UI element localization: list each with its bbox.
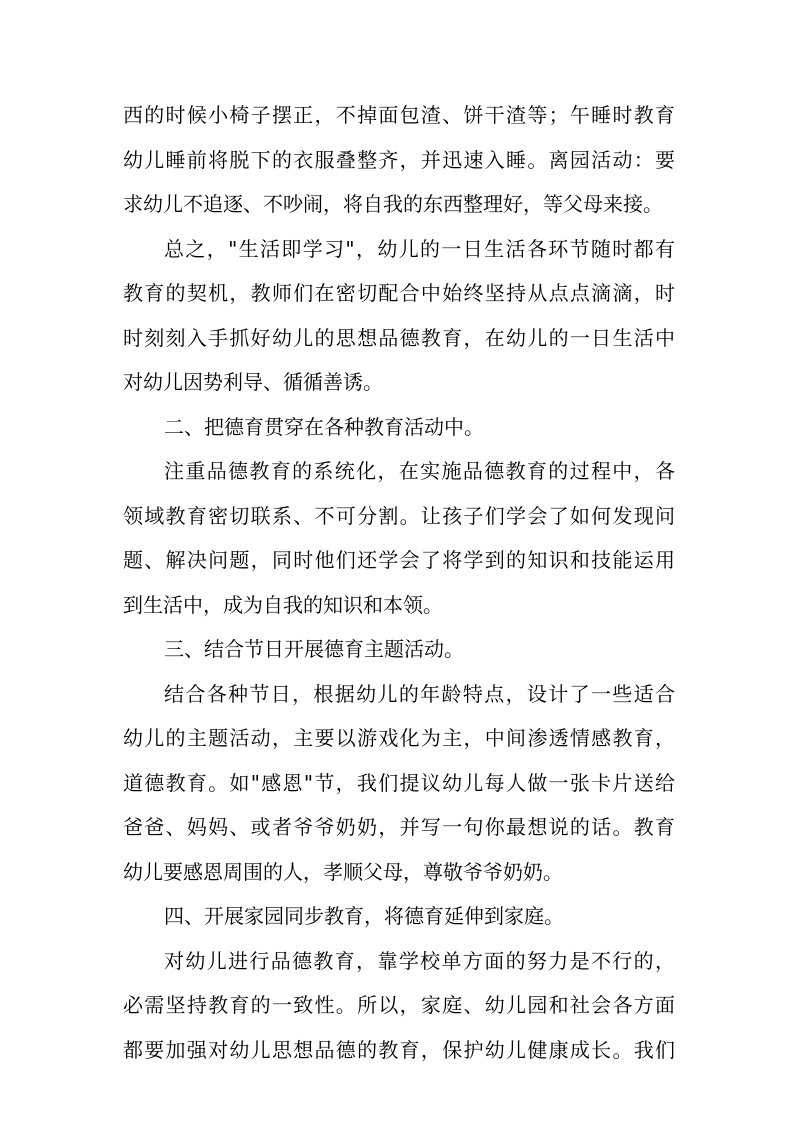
text-line: 注重品德教育的系统化，在实施品德教育的过程中，各 [164,459,675,483]
text-line: 二、把德育贯穿在各种教育活动中。 [164,414,484,439]
text-line: 求幼儿不追逐、不吵闹，将自我的东西整理好，等父母来接。 [123,192,663,216]
text-line: 幼儿要感恩周围的人，孝顺父母，尊敬爷爷奶奶。 [123,859,563,884]
text-line: 必需坚持教育的一致性。所以，家庭、幼儿园和社会各方面 [123,993,675,1017]
text-line: 爸爸、妈妈、或者爷爷奶奶，并写一句你最想说的话。教育 [123,815,675,839]
text-line: 结合各种节日，根据幼儿的年龄特点，设计了一些适合 [164,681,675,706]
text-line: 总之，"生活即学习"，幼儿的一日生活各环节随时都有 [164,236,675,261]
text-line: 四、开展家园同步教育，将德育延伸到家庭。 [164,904,564,928]
text-line: 到生活中，成为自我的知识和本领。 [123,592,443,617]
text-line: 领域教育密切联系、不可分割。让孩子们学会了如何发现问 [123,503,675,528]
text-line: 道德教育。如"感恩"节，我们提议幼儿每人做一张卡片送给 [123,770,675,795]
text-line: 西的时候小椅子摆正，不掉面包渣、饼干渣等；午睡时教育 [123,103,675,127]
text-line: 对幼儿进行品德教育，靠学校单方面的努力是不行的， [164,948,675,973]
text-line: 时刻刻入手抓好幼儿的思想品德教育，在幼儿的一日生活中 [123,325,675,350]
text-line: 教育的契机，教师们在密切配合中始终坚持从点点滴滴，时 [123,281,675,305]
text-line: 对幼儿因势利导、循循善诱。 [123,370,383,394]
text-line: 幼儿睡前将脱下的衣服叠整齐，并迅速入睡。离园活动：要 [123,147,675,172]
text-line: 题、解决问题，同时他们还学会了将学到的知识和技能运用 [123,548,675,572]
text-line: 三、结合节日开展德育主题活动。 [164,637,464,661]
document-body [123,93,675,1072]
text-line: 幼儿的主题活动，主要以游戏化为主，中间渗透情感教育， [123,726,675,750]
text-line: 都要加强对幼儿思想品德的教育，保护幼儿健康成长。我们 [123,1037,675,1062]
